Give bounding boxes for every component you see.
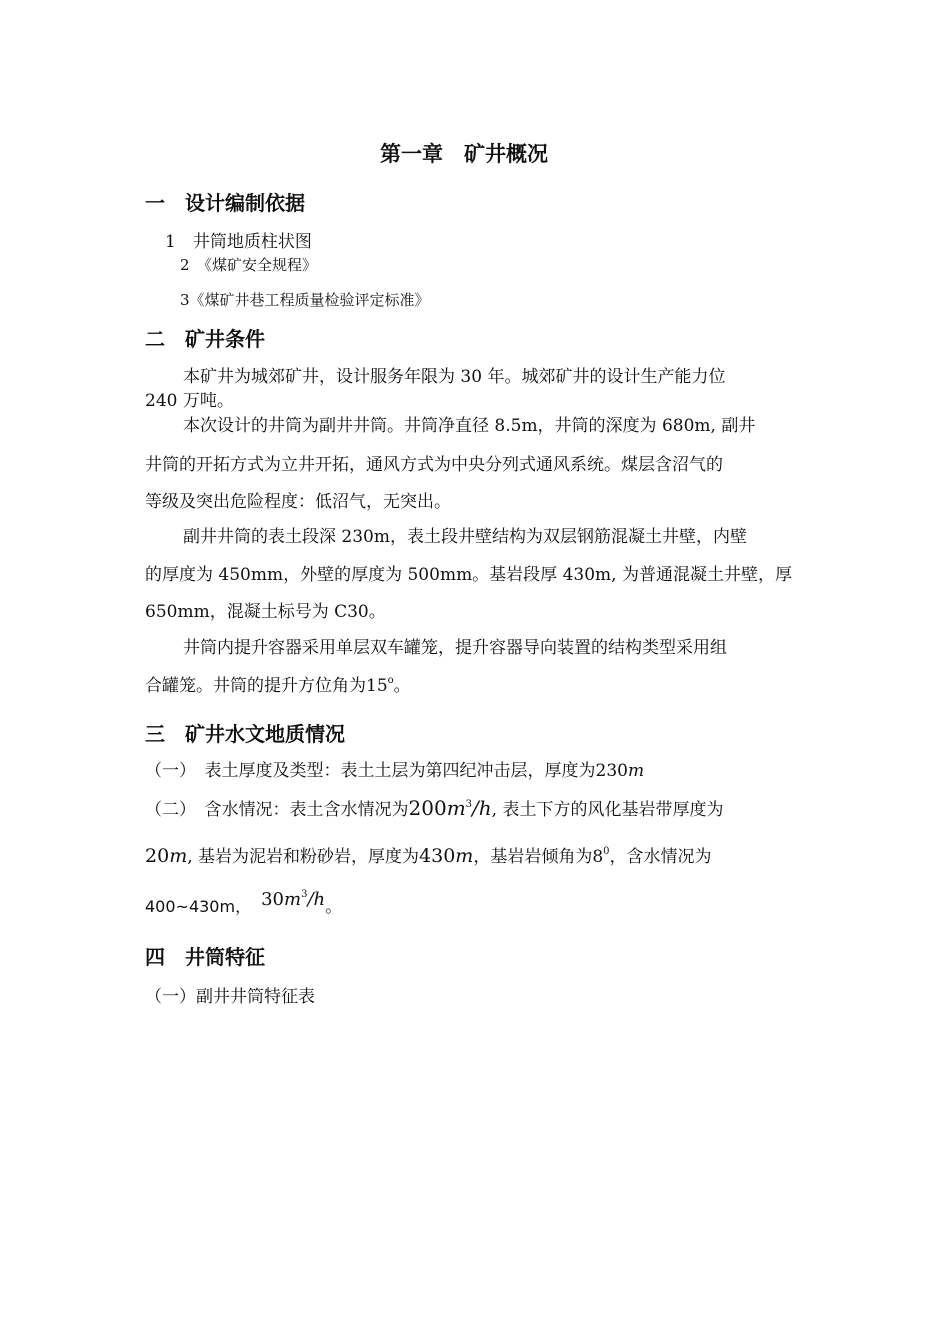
paragraph-line: 本矿井为城郊矿井，设计服务年限为 30 年。城郊矿井的设计生产能力位 xyxy=(183,367,726,387)
paragraph-line: 的厚度为 450mm，外壁的厚度为 500mm。基岩段厚 430m, 为普通混凝土井壁，厚 xyxy=(145,565,792,585)
formula-superscript: 3 xyxy=(465,799,473,810)
text-run: 合罐笼。井筒的提升方位角为 xyxy=(145,676,366,696)
paragraph-line: 650mm，混凝土标号为 C30。 xyxy=(145,602,386,622)
basis-item-1: 1 井筒地质柱状图 xyxy=(165,232,312,252)
paragraph-line: 井筒的开拓方式为立井开拓，通风方式为中央分列式通风系统。煤层含沼气的 xyxy=(145,455,723,475)
paragraph-line: 副井井筒的表土段深 230m，表土段井壁结构为双层钢筋混凝土井壁，内壁 xyxy=(183,527,747,547)
formula-number: 200 xyxy=(408,796,447,820)
formula-superscript: o xyxy=(387,675,394,686)
chapter-title: 第一章 矿井概况 xyxy=(380,142,548,166)
section-heading-2: 二 矿井条件 xyxy=(145,327,265,351)
formula-thickness xyxy=(419,845,473,867)
formula-number: 15 xyxy=(366,676,388,696)
formula-thickness xyxy=(596,761,645,781)
formula-depth xyxy=(145,845,187,867)
formula-angle xyxy=(366,676,394,696)
section-heading-3: 三 矿井水文地质情况 xyxy=(145,722,345,746)
formula-number: 430 xyxy=(419,845,456,867)
paragraph-line: 等级及突出危险程度：低沼气，无突出。 xyxy=(145,492,451,512)
formula-flow xyxy=(261,889,325,910)
paragraph-line xyxy=(145,756,644,781)
section-heading-4: 四 井筒特征 xyxy=(145,945,265,969)
formula-unit: m xyxy=(169,845,188,867)
paragraph-line: 本次设计的井筒为副井井筒。井筒净直径 8.5m，井筒的深度为 680m, 副井 xyxy=(183,416,756,436)
paragraph-line xyxy=(145,889,343,917)
text-run: , 表土下方的风化基岩带厚度为 xyxy=(491,800,724,820)
formula-angle xyxy=(592,847,609,867)
text-run: , 基岩为泥岩和粉砂岩，厚度为 xyxy=(187,847,420,867)
formula-superscript: 3 xyxy=(301,889,308,900)
formula-unit: m xyxy=(455,845,474,867)
formula-number: 30 xyxy=(261,889,284,910)
paragraph-line xyxy=(145,671,411,696)
text-run: ，含水情况为 xyxy=(609,847,712,867)
text-run: （二） 含水情况：表土含水情况为 xyxy=(145,800,409,820)
paragraph-line: 井筒内提升容器采用单层双车罐笼，提升容器导向装置的结构类型采用组 xyxy=(183,638,727,658)
formula-number: 20 xyxy=(145,845,170,867)
formula-number: 230 xyxy=(595,761,628,781)
basis-item-2: 2 《煤矿安全规程》 xyxy=(180,256,318,274)
formula-number: 8 xyxy=(592,847,604,867)
formula-unit: m xyxy=(283,889,302,910)
formula-superscript: 0 xyxy=(603,846,610,857)
text-run: 。 xyxy=(325,897,343,917)
text-run: （一） 表土厚度及类型：表土土层为第四纪冲击层，厚度为 xyxy=(145,761,596,781)
subsection-label: （一）副井井筒特征表 xyxy=(145,987,315,1007)
formula-flow xyxy=(409,796,492,820)
text-run: 400~430m， xyxy=(145,897,252,916)
text-run: ，基岩岩倾角为 xyxy=(473,847,593,867)
paragraph-line: 240 万吨。 xyxy=(145,391,234,411)
paragraph-line xyxy=(145,795,723,820)
section-heading-1: 一 设计编制依据 xyxy=(145,191,305,215)
formula-divisor: /h xyxy=(472,796,492,820)
paragraph-line xyxy=(145,842,712,867)
formula-unit: m xyxy=(446,796,466,820)
text-run: 。 xyxy=(393,676,411,696)
basis-item-3: 3《煤矿井巷工程质量检验评定标准》 xyxy=(180,291,430,309)
formula-divisor: /h xyxy=(307,889,326,910)
formula-unit: m xyxy=(627,761,645,781)
